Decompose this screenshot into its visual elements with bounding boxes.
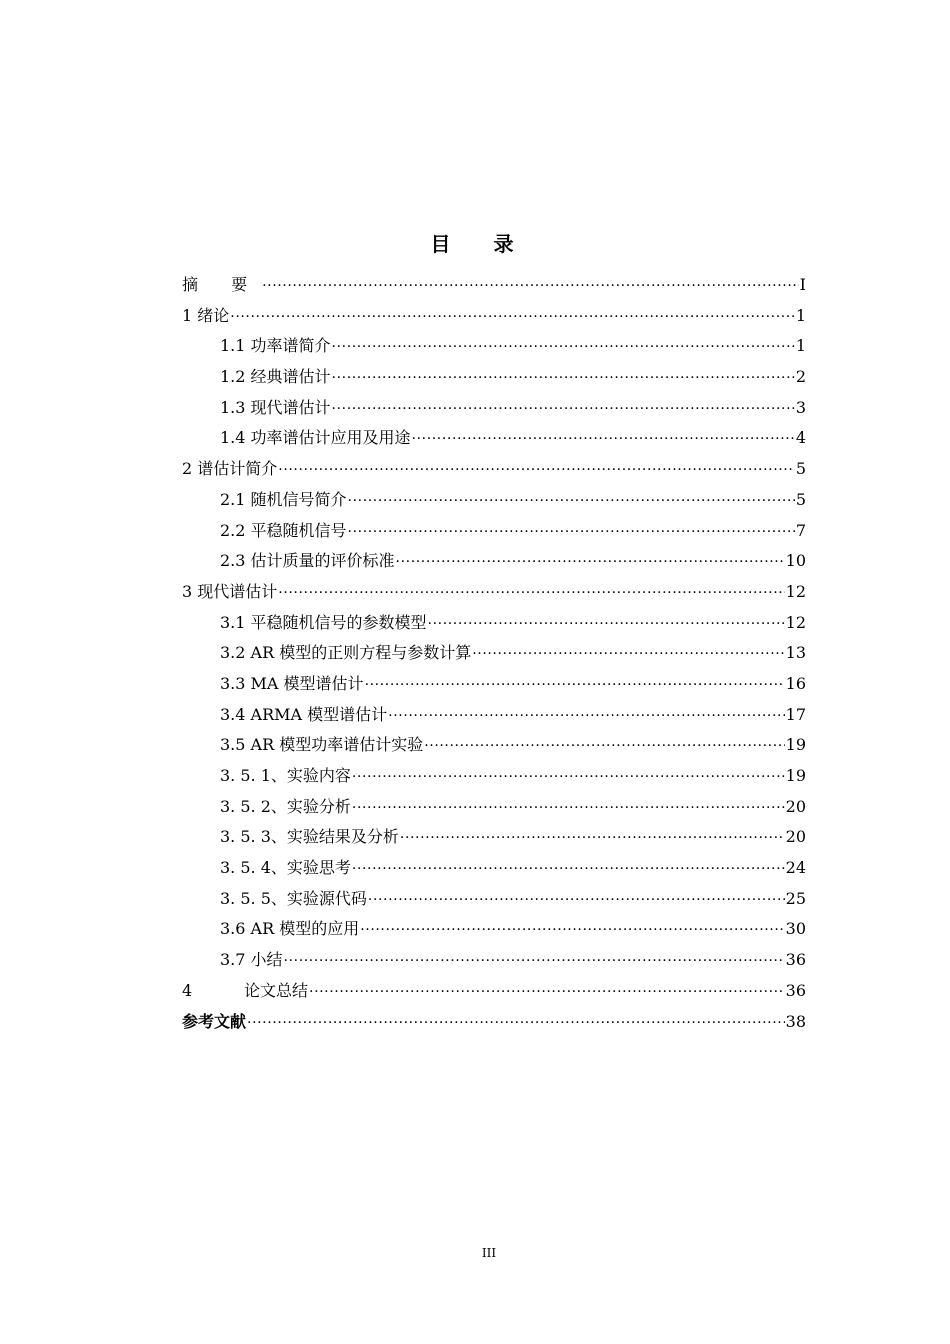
toc-entry-label: 3.7 小结 — [220, 950, 283, 970]
toc-leader-dots — [412, 427, 795, 443]
toc-entry-2[interactable] — [182, 454, 806, 485]
toc-entry-label: 1.3 现代谱估计 — [220, 397, 331, 417]
toc-entry-page: 12 — [785, 581, 806, 601]
toc-entry-1-3[interactable] — [182, 393, 806, 424]
toc-entry-label: 3. 5. 4、实验思考 — [220, 858, 351, 878]
toc-leader-dots — [278, 458, 795, 474]
toc-entry-page: 1 — [795, 336, 806, 356]
toc-leader-dots — [352, 765, 785, 781]
toc-entry-page: 12 — [785, 612, 806, 632]
toc-entry-label: 3.1 平稳随机信号的参数模型 — [220, 612, 427, 632]
toc-entry-2-3[interactable] — [182, 546, 806, 577]
toc-entry-page: 16 — [785, 673, 806, 693]
toc-entry-3-3[interactable] — [182, 669, 806, 700]
toc-entry-label: 3. 5. 5、实验源代码 — [220, 888, 367, 908]
toc-leader-dots — [332, 397, 795, 413]
toc-entry-label: 3.3 MA 模型谱估计 — [220, 673, 364, 693]
toc-leader-dots — [428, 612, 785, 628]
toc-entry-3-7[interactable] — [182, 945, 806, 976]
toc-entry-3-1[interactable] — [182, 608, 806, 639]
toc-entry-2-1[interactable] — [182, 485, 806, 516]
toc-entry-3-2[interactable] — [182, 638, 806, 669]
toc-leader-dots — [424, 734, 784, 750]
toc-entry-label: 3. 5. 2、实验分析 — [220, 796, 351, 816]
table-of-contents — [182, 270, 806, 1037]
toc-entry-1-2[interactable] — [182, 362, 806, 393]
toc-entry-page: 7 — [795, 520, 806, 540]
toc-entry-page: 30 — [785, 919, 806, 939]
toc-entry-label: 3. 5. 3、实验结果及分析 — [220, 827, 399, 847]
toc-entry-1[interactable] — [182, 301, 806, 332]
toc-entry-page: 13 — [785, 643, 806, 663]
toc-leader-dots — [284, 949, 785, 965]
toc-entry-page: 19 — [785, 735, 806, 755]
toc-entry-page: 5 — [795, 459, 806, 479]
toc-leader-dots — [388, 704, 784, 720]
toc-entry-page: 36 — [785, 950, 806, 970]
toc-entry-references[interactable] — [182, 1007, 806, 1038]
toc-entry-page: 10 — [785, 551, 806, 571]
toc-entry-label: 2.2 平稳随机信号 — [220, 520, 347, 540]
toc-entry-page: 5 — [795, 489, 806, 509]
toc-leader-dots — [472, 642, 784, 658]
toc-entry-label: 1 绪论 — [182, 305, 230, 325]
toc-leader-dots — [247, 1011, 785, 1027]
toc-leader-dots — [278, 581, 784, 597]
toc-entry-3-5-3[interactable] — [182, 822, 806, 853]
toc-entry-label — [182, 976, 308, 1007]
toc-leader-dots — [365, 673, 785, 689]
toc-leader-dots — [368, 888, 785, 904]
toc-entry-3-4[interactable] — [182, 700, 806, 731]
toc-entry-abstract[interactable] — [182, 270, 806, 301]
toc-entry-label: 1.1 功率谱简介 — [220, 336, 331, 356]
toc-entry-label: 3.4 ARMA 模型谱估计 — [220, 704, 388, 724]
toc-leader-dots — [262, 274, 799, 290]
toc-entry-label: 2.3 估计质量的评价标准 — [220, 551, 395, 571]
toc-entry-page: 1 — [795, 305, 806, 325]
toc-entry-label: 3.6 AR 模型的应用 — [220, 919, 360, 939]
toc-entry-page: 4 — [795, 428, 806, 448]
toc-leader-dots — [332, 366, 795, 382]
toc-entry-label: 3.5 AR 模型功率谱估计实验 — [220, 735, 424, 755]
toc-entry-text: 论文总结 — [244, 980, 309, 1000]
toc-entry-page: 38 — [785, 1011, 806, 1031]
toc-entry-page: I — [799, 275, 806, 294]
toc-entry-page: 17 — [785, 704, 806, 724]
toc-leader-dots — [400, 826, 785, 842]
toc-entry-label: 3. 5. 1、实验内容 — [220, 766, 351, 785]
toc-leader-dots — [230, 305, 795, 321]
toc-title: 目 录 — [430, 232, 532, 256]
toc-entry-4[interactable] — [182, 976, 806, 1007]
toc-entry-page: 20 — [785, 827, 806, 847]
toc-leader-dots — [360, 918, 784, 934]
toc-entry-page: 36 — [785, 980, 806, 1000]
toc-entry-page: 19 — [785, 766, 806, 785]
toc-leader-dots — [332, 335, 795, 351]
toc-entry-page: 20 — [785, 796, 806, 816]
toc-entry-label: 摘 要 — [182, 275, 262, 294]
toc-leader-dots — [352, 796, 785, 812]
toc-leader-dots — [348, 520, 795, 536]
toc-entry-page: 2 — [795, 367, 806, 387]
toc-entry-3-5-1[interactable] — [182, 761, 806, 792]
toc-entry-2-2[interactable] — [182, 516, 806, 547]
toc-entry-label: 1.4 功率谱估计应用及用途 — [220, 428, 411, 448]
toc-entry-1-4[interactable] — [182, 423, 806, 454]
toc-entry-label: 2 谱估计简介 — [182, 459, 278, 479]
toc-entry-page: 3 — [795, 397, 806, 417]
toc-entry-3[interactable] — [182, 577, 806, 608]
toc-entry-3-5-5[interactable] — [182, 884, 806, 915]
toc-entry-3-5-2[interactable] — [182, 792, 806, 823]
toc-entry-number: 4 — [182, 980, 193, 1000]
toc-entry-label: 参考文献 — [182, 1011, 247, 1031]
toc-leader-dots — [352, 857, 785, 873]
toc-entry-1-1[interactable] — [182, 331, 806, 362]
toc-entry-label: 1.2 经典谱估计 — [220, 367, 331, 387]
toc-entry-label: 2.1 随机信号简介 — [220, 489, 347, 509]
toc-leader-dots — [396, 550, 785, 566]
toc-entry-3-6[interactable] — [182, 914, 806, 945]
toc-entry-page: 25 — [785, 888, 806, 908]
toc-leader-dots — [309, 980, 785, 996]
page-number-footer: III — [481, 1246, 497, 1260]
toc-entry-3-5[interactable] — [182, 730, 806, 761]
toc-leader-dots — [348, 489, 795, 505]
toc-entry-label: 3.2 AR 模型的正则方程与参数计算 — [220, 643, 472, 663]
toc-entry-label: 3 现代谱估计 — [182, 581, 278, 601]
toc-entry-3-5-4[interactable] — [182, 853, 806, 884]
toc-entry-page: 24 — [785, 858, 806, 878]
